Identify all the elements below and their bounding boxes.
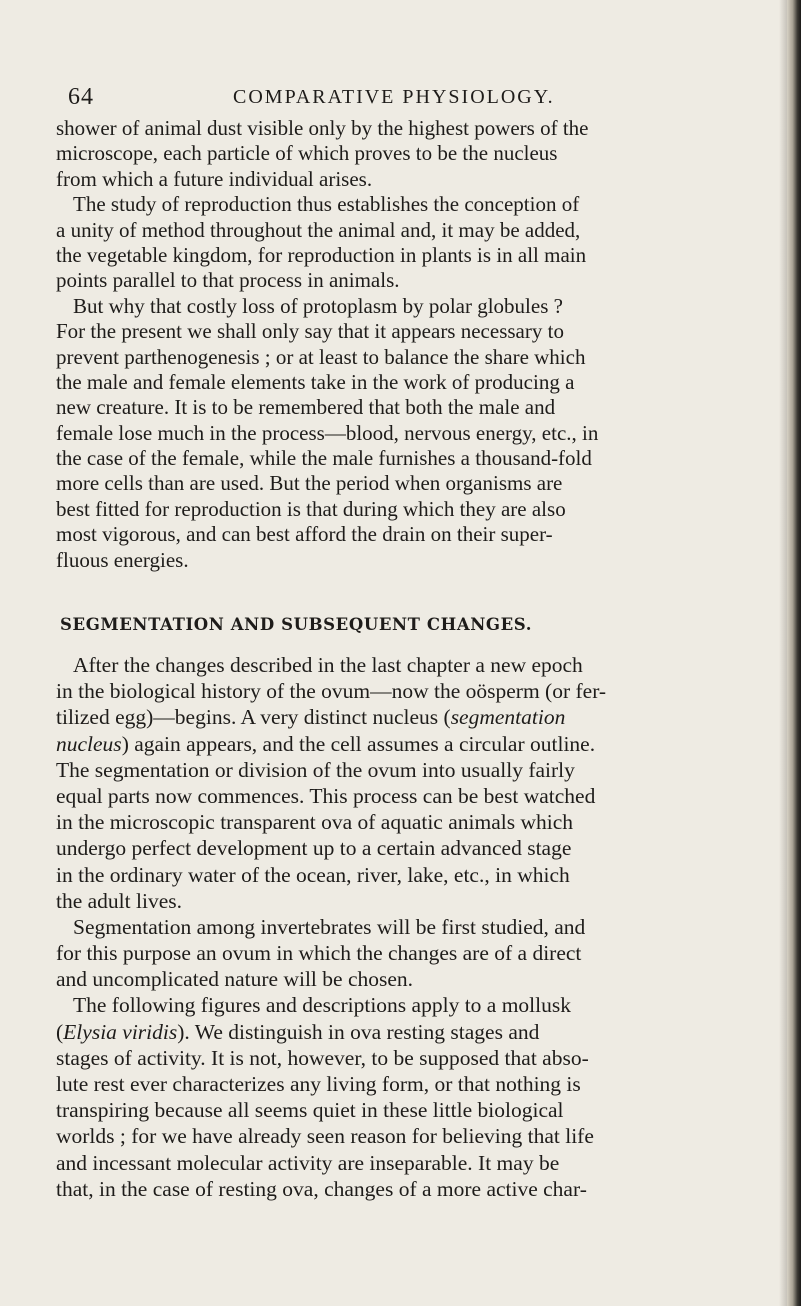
body-text [56,116,724,1202]
text-line: for this purpose an ovum in which the changes are of a direct [56,941,582,966]
text-line: in the biological history of the ovum—now the oösperm (or fer- [56,679,607,704]
text-line: worlds ; for we have already seen reason for believing that life [56,1124,594,1149]
text-fragment: ) again appears, and the cell assumes a circular outline. [121,731,596,756]
text-line: undergo perfect development up to a certain advanced stage [56,836,572,861]
text-line: that, in the case of resting ova, changes of a more active char- [56,1176,587,1201]
text-line: and incessant molecular activity are inseparable. It may be [56,1150,560,1175]
page-fold-shadow [779,0,787,1306]
text-line: stages of activity. It is not, however, to be supposed that abso- [56,1045,589,1070]
text-line: But why that costly loss of protoplasm by polar globules ? [73,293,563,318]
text-line [56,731,724,757]
text-line: equal parts now commences. This process can be best watched [56,783,596,808]
text-line: from which a future individual arises. [56,166,373,191]
section-1-paragraphs [56,116,724,573]
running-head [68,84,708,114]
text-line: the adult lives. [56,888,182,913]
text-line: microscope, each particle of which proves to be the nucleus [56,141,558,166]
text-line: female lose much in the process—blood, nervous energy, etc., in [56,420,599,445]
italic-term: segmentation [450,705,566,730]
running-title: COMPARATIVE PHYSIOLOGY. [233,86,555,108]
text-line: more cells than are used. But the period when organisms are [56,471,563,496]
text-line: the vegetable kingdom, for reproduction in plants is in all main [56,242,587,267]
text-line [56,1019,724,1045]
text-line: shower of animal dust visible only by the highest powers of the [56,116,589,140]
text-line: new creature. It is to be remembered that both the male and [56,395,556,420]
text-line: the case of the female, while the male furnishes a thousand-fold [56,446,592,471]
text-line: best fitted for reproduction is that during which they are also [56,496,566,521]
text-line: fluous energies. [56,547,189,572]
text-fragment: ( [56,1019,64,1044]
section-heading: SEGMENTATION AND SUBSEQUENT CHANGES. [60,615,533,635]
text-line: The segmentation or division of the ovum into usually fairly [56,757,575,782]
text-line: After the changes described in the last chapter a new epoch [73,653,583,678]
text-fragment: tilized egg)—begins. A very distinct nucleus ( [56,705,451,730]
italic-term: nucleus [56,731,122,756]
text-line: transpiring because all seems quiet in these little biological [56,1098,564,1123]
text-line [56,704,724,730]
text-line: For the present we shall only say that it appears necessary to [56,319,564,344]
text-line: prevent parthenogenesis ; or at least to balance the share which [56,344,586,369]
text-line: in the ordinary water of the ocean, river, lake, etc., in which [56,862,570,887]
text-line: The following figures and descriptions apply to a mollusk [73,993,571,1018]
section-2-paragraphs [56,652,724,1202]
text-line: most vigorous, and can best afford the drain on their super- [56,522,553,547]
text-fragment: ). We distinguish in ova resting stages and [177,1019,540,1044]
text-line: The study of reproduction thus establishes the conception of [73,192,580,217]
text-line: lute rest ever characterizes any living form, or that nothing is [56,1072,581,1097]
page-number: 64 [68,84,94,110]
text-line: and uncomplicated nature will be chosen. [56,967,414,992]
italic-term: Elysia viridis [63,1019,178,1044]
page-edge [787,0,801,1306]
text-line: the male and female elements take in the work of producing a [56,369,575,394]
text-line: a unity of method throughout the animal and, it may be added, [56,217,581,242]
text-line: points parallel to that process in animals. [56,268,400,293]
text-line: in the microscopic transparent ova of aquatic animals which [56,810,574,835]
text-line: Segmentation among invertebrates will be first studied, and [73,914,586,939]
